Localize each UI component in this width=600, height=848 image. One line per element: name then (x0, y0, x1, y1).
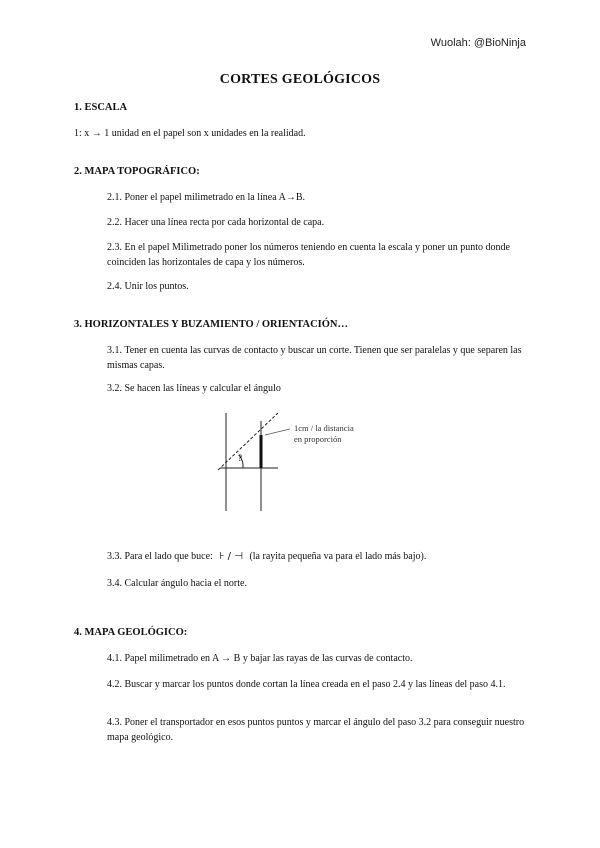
step-2-4: 2.4. Unir los puntos. (107, 281, 189, 292)
step-4-3: 4.3. Poner el transportador en esos puntos puntos y marcar el ángulo del paso 3.2 para conseguir nuestro mapa geológico. (107, 717, 525, 743)
step-4-2: 4.2. Buscar y marcar los puntos donde cortan la línea creada en el paso 2.4 y las líneas del paso 4.1. (107, 679, 506, 690)
angle-label: ? (238, 453, 242, 463)
step-3-3-note: (la rayita pequeña va para el lado más bajo). (249, 551, 427, 562)
step-2-2: 2.2. Hacer una línea recta por cada horizontal de capa. (107, 217, 325, 228)
step-3-1: 3.1. Tener en cuenta las curvas de contacto y buscar un corte. Tienen que ser paralelas y que separen las mismas capas. (107, 345, 522, 371)
annotation-line-1: 1cm / la distancia (294, 423, 354, 433)
step-2-1: 2.1. Poner el papel milimetrado en la línea A→B. (107, 192, 306, 203)
step-2-3: 2.3. En el papel Milimetrado poner los números teniendo en cuenta la escala y poner un punto donde coinciden las horizontales de capa y los números. (107, 242, 510, 268)
step-3-4: 3.4. Calcular ángulo hacia el norte. (107, 578, 247, 589)
annotation-line-2: en proporción (294, 434, 342, 444)
annotation-leader (265, 429, 290, 435)
angle-diagram (210, 395, 390, 522)
step-3-3-text: 3.3. Para el lado que buce: (107, 551, 213, 562)
watermark-brand: Wuolah: @BioNinja (430, 37, 526, 49)
step-3-3 (107, 549, 547, 564)
angle-diagram-svg (210, 395, 390, 517)
dip-line (218, 413, 278, 470)
step-4-1: 4.1. Papel milimetrado en A → B y bajar las rayas de las curvas de contacto. (107, 653, 413, 664)
section-2-heading: 2. MAPA TOPOGRÁFICO: (74, 166, 200, 177)
dip-direction-marks: ⊦ / ⊣ (219, 551, 243, 562)
section-1-heading: 1. ESCALA (74, 102, 128, 113)
step-3-2: 3.2. Se hacen las líneas y calcular el ángulo (107, 383, 281, 394)
document-title: CORTES GEOLÓGICOS (219, 72, 381, 87)
section-1-body: 1: x → 1 unidad en el papel son x unidades en la realidad. (74, 128, 306, 139)
section-3-heading: 3. HORIZONTALES Y BUZAMIENTO / ORIENTACIÓN… (74, 319, 349, 330)
section-4-heading: 4. MAPA GEOLÓGICO: (74, 627, 188, 638)
